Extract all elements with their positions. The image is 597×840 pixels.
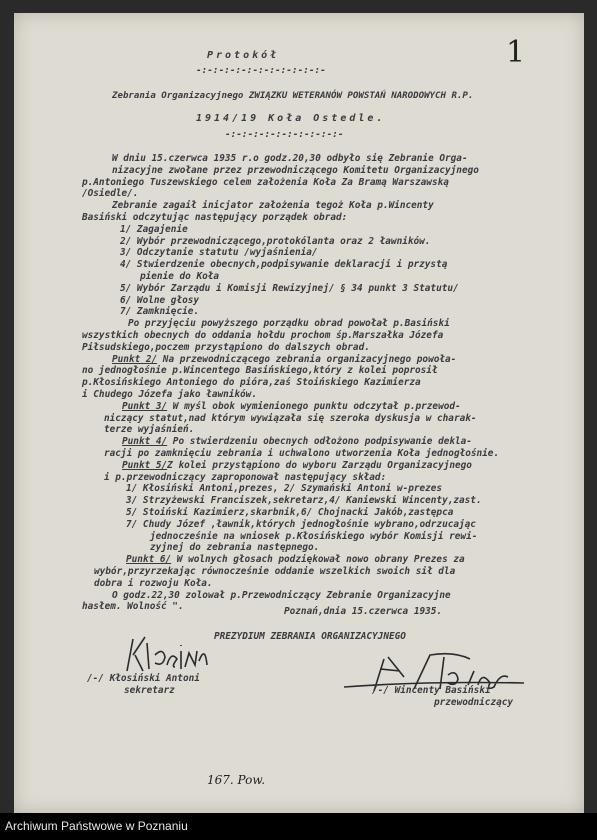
body-line: terze wyjaśnień.	[104, 424, 195, 436]
document-heading: Zebrania Organizacyjnego ZWIĄZKU WETERANÓW POWSTAŃ NARODOWYCH R.P.	[112, 91, 474, 101]
body-line: niczący statut,nad którym wywiązała się szeroka dyskusja w charak-	[104, 412, 477, 424]
title-rule: -:-:-:-:-:-:-:-:-:-:-:-	[196, 65, 326, 76]
document-subheading: 1914/19 Koła Ostedle.	[196, 113, 386, 124]
body-line: nizacyjne zwołane przez przewodniczącego Komitetu Organizacyjnego	[112, 164, 479, 176]
body-line: wybór,przyrzekając równocześnie oddanie wszelkich swoich sił dla	[94, 566, 456, 577]
document-page	[14, 13, 584, 813]
body-line: 2/ Wybór przewodniczącego,protokólanta oraz 2 ławników.	[120, 235, 431, 247]
subheading-rule: -:-:-:-:-:-:-:-:-:-:-	[225, 129, 344, 140]
body-line: Punkt 3/ W myśl obok wymienionego punktu odczytał p.przewod-	[122, 400, 461, 412]
handwritten-page-number: 1	[506, 35, 526, 70]
body-line: i p.przewodniczący zaproponował następujący skład:	[104, 471, 387, 483]
body-line: 6/ Wolne głosy	[120, 294, 200, 306]
bottom-handwritten-note: 167. Pow.	[207, 773, 266, 787]
body-line: i Chudego Józefa jako ławników.	[82, 389, 257, 400]
body-line: O godz.22,30 zolował p.Przewodniczący Zebranie Organizacyjne	[112, 589, 451, 601]
body-line: pienie do Koła	[140, 271, 220, 282]
body-line: 5/ Stoiński Kazimierz,skarbnik,6/ Chojnacki Jakób,zastępca	[126, 507, 454, 518]
body-line: zyjnej do zebrania następnego.	[150, 542, 320, 554]
body-line: 7/ Zamknięcie.	[120, 306, 200, 318]
body-line: Punkt 4/ Po stwierdzeniu obecnych odłożono podpisywanie dekla-	[122, 436, 472, 448]
body-line: Piłsudskiego,poczem przystąpiono do dalszych obrad.	[82, 341, 370, 353]
body-line: Basiński odczytując następujący porządek obrad:	[82, 212, 348, 223]
body-line: /Osiedle/.	[82, 188, 139, 200]
body-line: no jednogłośnie p.Wincentego Basińskiego,który z kolei poprosił	[82, 365, 438, 377]
left-signature-name: /-/ Kłosiński Antoni	[87, 673, 200, 684]
right-signature-name: /-/ Wincenty Basiński	[372, 685, 491, 696]
left-signature-role: sekretarz	[124, 685, 175, 696]
body-line: 3/ Strzyżewski Franciszek,sekretarz,4/ Kaniewski Wincenty,zast.	[126, 495, 482, 507]
body-line: 7/ Chudy Józef ,ławnik,których jednogłośnie wybrano,odrzucając	[126, 518, 476, 530]
body-line: 3/ Odczytanie statutu /wyjaśnienia/	[120, 247, 318, 259]
place-date: Poznań,dnia 15.czerwca 1935.	[284, 606, 443, 617]
body-line: 1/ Kłosiński Antoni,prezes, 2/ Szymański Antoni w-prezes	[126, 483, 443, 495]
body-line: Punkt 2/ Na przewodniczącego zebrania organizacyjnego powoła-	[112, 353, 457, 365]
left-handwritten-signature	[119, 631, 209, 679]
document-title: Protokół	[207, 50, 280, 61]
archive-footer	[0, 813, 597, 840]
body-line: jednocześnie na wniosek p.Kłosińskiego wybór Komisji rewi-	[150, 530, 478, 542]
body-line: hasłem. Wolność ".	[82, 601, 184, 613]
body-line: 4/ Stwierdzenie obecnych,podpisywanie deklaracji i przystą	[120, 259, 448, 271]
body-line: W dniu 15.czerwca 1935 r.o godz.20,30 odbyło się Zebranie Orga-	[112, 153, 468, 164]
presidium-heading: PREZYDIUM ZEBRANIA ORGANIZACYJNEGO	[214, 631, 406, 642]
body-line: Po przyjęciu powyższego porządku obrad powołał p.Basiński	[128, 318, 450, 330]
right-signature-role: przewodniczący	[434, 697, 514, 708]
body-line: 5/ Wybór Zarządu i Komisji Rewizyjnej/ § 34 punkt 3 Statutu/	[120, 282, 459, 294]
body-line: p.Antoniego Tuszewskiego celem założenia Koła Za Bramą Warszawską	[82, 176, 449, 188]
body-line: 1/ Zagajenie	[120, 223, 188, 235]
body-line: Punkt 6/ W wolnych głosach podziękował nowo obrany Prezes za	[126, 554, 465, 566]
body-line: wszystkich obecnych do oddania hołdu prochom śp.Marszałka Józefa	[82, 330, 444, 341]
body-line: racji po zamknięciu zebrania i uchwalono utworzenia Koła jednogłośnie.	[104, 448, 500, 459]
body-line: p.Kłosińskiego Antoniego do pióra,zaś Stoińskiego Kazimierza	[82, 377, 421, 389]
body-line: Punkt 5/Z kolei przystąpiono do wyboru Zarządu Organizacyjnego	[122, 459, 472, 471]
archive-label: Archiwum Państwowe w Poznaniu	[5, 819, 188, 833]
body-line: dobra i rozwoju Koła.	[94, 577, 213, 589]
body-line: Zebranie zagaił inicjator założenia tegoż Koła p.Wincenty	[112, 200, 434, 212]
